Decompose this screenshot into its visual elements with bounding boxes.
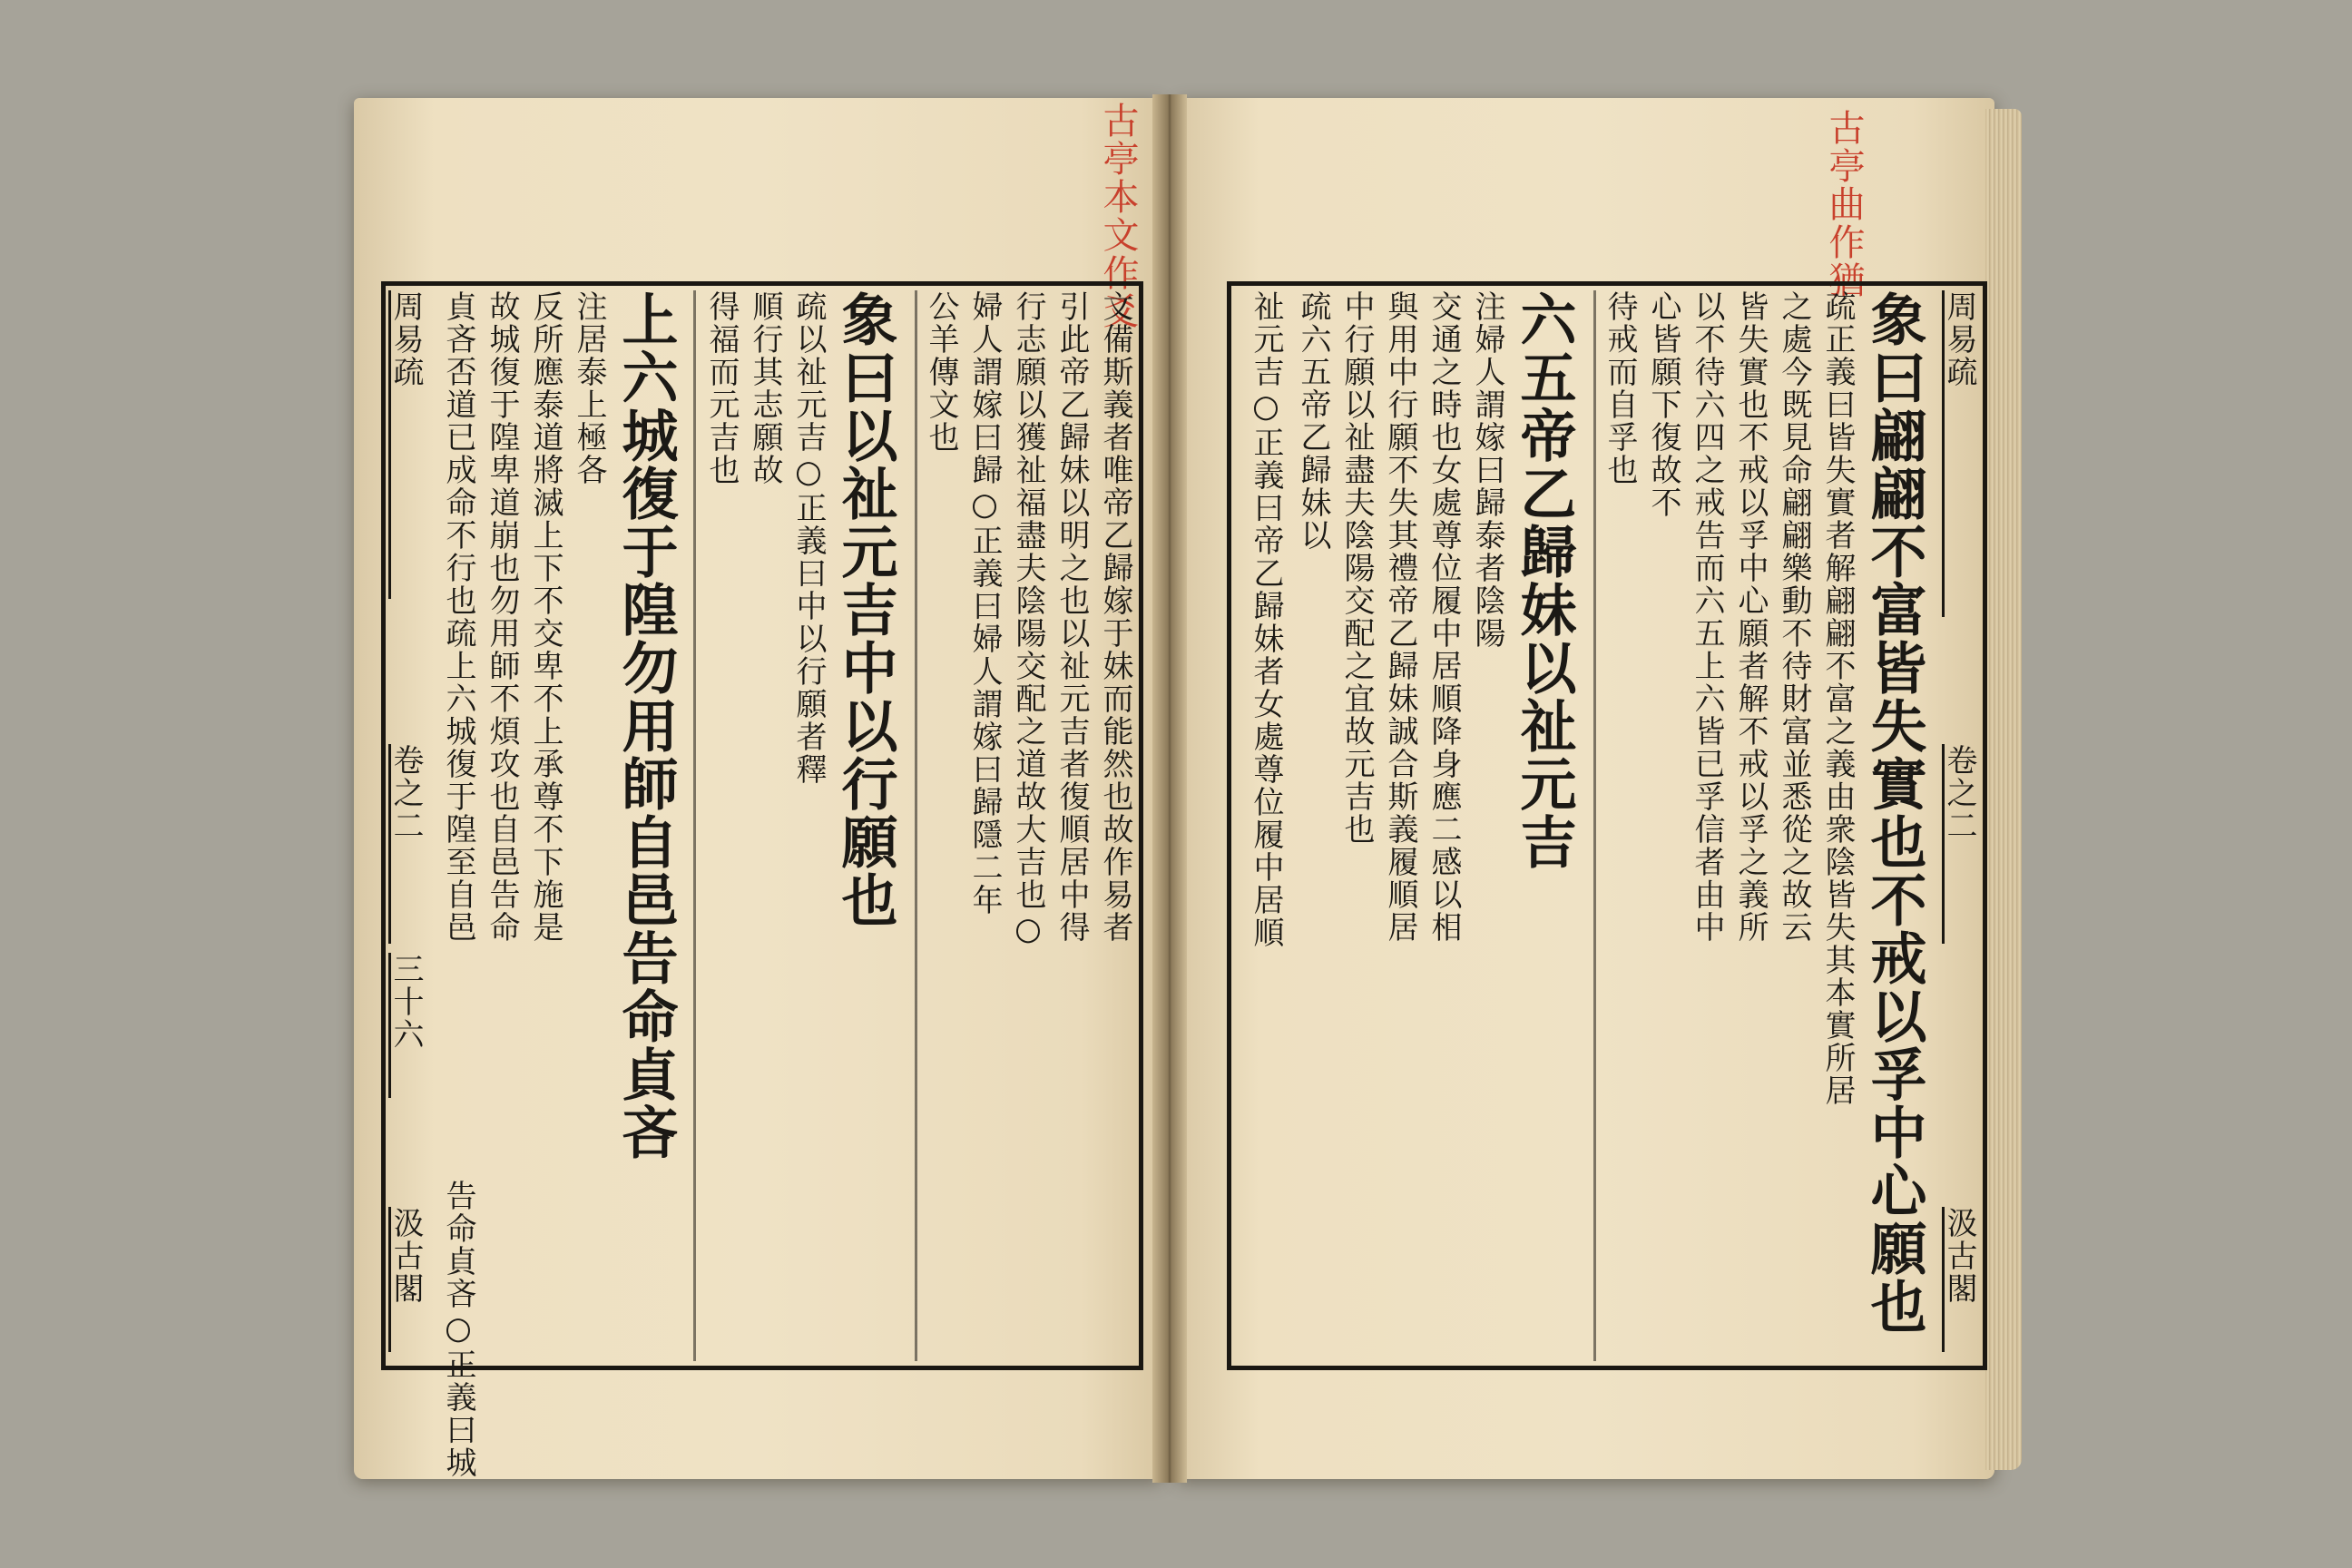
right-col-10: 交通之時也女處尊位履中居順降身應二感以相 <box>1426 290 1462 944</box>
left-col-8: 順行其志願故 <box>747 290 783 486</box>
book-gutter <box>1152 94 1187 1483</box>
right-margin-title: 周易疏 <box>1942 290 1982 617</box>
left-col-15: 告命貞吝○正義曰城 <box>440 1180 476 1479</box>
right-margin-juan: 卷之二 <box>1942 744 1982 944</box>
right-col-1: 象曰翩翩不富皆失實也不戒以孚中心願也 <box>1861 290 1927 1336</box>
right-col-5: 以不待六四之戒告而六五上六皆已孚信者由中 <box>1689 290 1725 944</box>
left-col-2: 引此帝乙歸妹以明之也以祉元吉者復順居中得 <box>1054 290 1090 944</box>
right-margin-publisher: 汲古閣 <box>1942 1207 1982 1352</box>
left-col-13: 故城復于隍卑道崩也勿用師不煩攻也自邑告命 <box>484 290 520 944</box>
right-col-13: 疏六五帝乙歸妹以 <box>1295 290 1331 552</box>
left-margin-juan: 卷之二 <box>388 744 428 944</box>
left-col-5: 公羊傳文也 <box>923 290 959 454</box>
left-col-1: 文備斯義者唯帝乙歸嫁于妹而能然也故作易者 <box>1097 290 1133 944</box>
right-col-9: 注婦人謂嫁曰歸泰者陰陽 <box>1469 290 1505 650</box>
right-col-4: 皆失實也不戒以孚中心願者解不戒以孚之義所 <box>1732 290 1769 944</box>
right-col-12: 中行願以祉盡夫陰陽交配之宜故元吉也 <box>1338 290 1375 846</box>
right-col-11: 與用中行願不失其禮帝乙歸妹誠合斯義履順居 <box>1382 290 1418 944</box>
right-col-6: 心皆願下復故不 <box>1645 290 1681 519</box>
left-margin-leaf: 三十六 <box>388 953 428 1098</box>
left-col-3: 行志願以獲祉福盡夫陰陽交配之道故大吉也○ <box>1010 290 1046 949</box>
left-col-11: 注居泰上極各 <box>571 290 607 486</box>
right-col-7: 待戒而自孚也 <box>1602 290 1638 486</box>
left-col-9: 得福而元吉也 <box>703 290 740 486</box>
left-rule-1 <box>915 290 917 1361</box>
left-red-annotation: 古亭本文作爻 <box>1097 102 1139 330</box>
left-rule-2 <box>693 290 696 1361</box>
left-margin-title: 周易疏 <box>388 290 428 599</box>
left-col-12: 反所應泰道將滅上下不交卑不上承尊不下施是 <box>527 290 564 944</box>
right-col-2: 疏正義曰皆失實者解翩翩不富之義由衆陰皆失其本實所居 <box>1819 290 1856 1107</box>
right-col-3: 之處今既見命翩翩樂動不待財富並悉從之故云 <box>1776 290 1812 944</box>
left-col-4: 婦人謂嫁曰歸○正義曰婦人謂嫁曰歸隱二年 <box>966 290 1003 916</box>
left-col-7: 疏以祉元吉○正義曰中以行願者釋 <box>790 290 827 786</box>
right-col-14: 祉元吉○正義曰帝乙歸妹者女處尊位履中居順 <box>1248 290 1284 949</box>
right-rule-1 <box>1593 290 1596 1361</box>
left-margin-publisher: 汲古閣 <box>388 1207 428 1352</box>
right-red-annotation: 古亭曲作猶 <box>1823 109 1865 299</box>
left-col-10: 上六城復于隍勿用師自邑告命貞吝 <box>612 290 679 1161</box>
page-edges <box>1985 109 2022 1470</box>
left-col-14: 貞吝否道已成命不行也疏上六城復于隍至自邑 <box>440 290 476 944</box>
right-col-8: 六五帝乙歸妹以祉元吉 <box>1511 290 1577 871</box>
left-col-6: 象曰以祉元吉中以行願也 <box>832 290 898 929</box>
